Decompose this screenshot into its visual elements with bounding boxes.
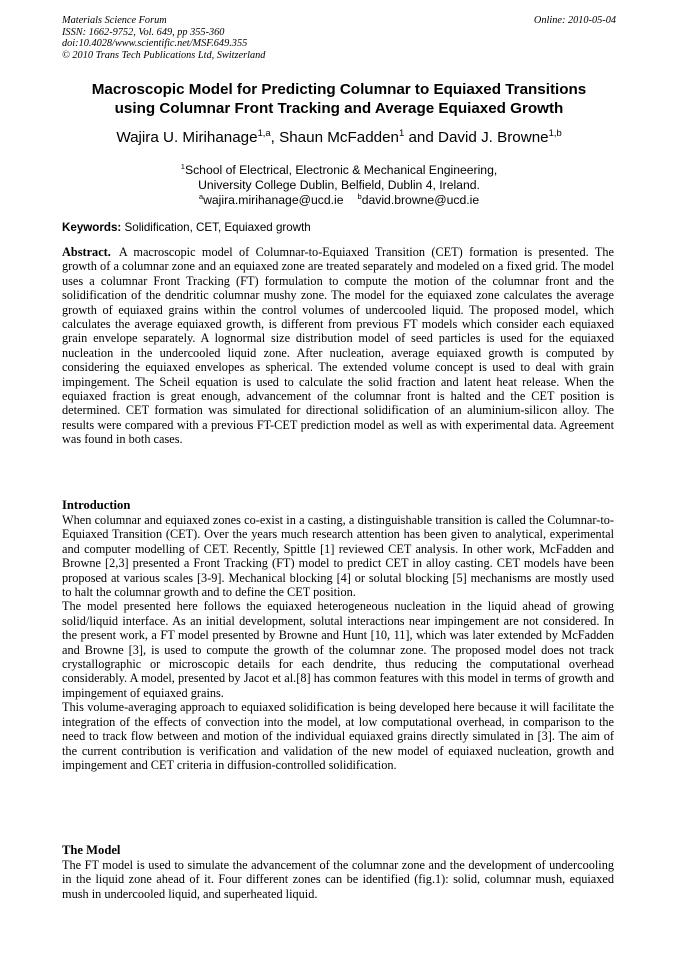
author-name: Wajira U. Mirihanage [116, 129, 258, 146]
email-b: david.browne@ucd.ie [361, 193, 480, 207]
online-date: Online: 2010-05-04 [533, 15, 616, 26]
keywords-line [62, 221, 311, 235]
author-superscript: 1,b [548, 126, 562, 138]
email-a: wajira.mirihanage@ucd.ie [203, 193, 344, 207]
issn-line: ISSN: 1662-9752, Vol. 649, pp 355-360 [62, 26, 225, 38]
journal-header [62, 15, 265, 61]
paper-title [40, 80, 638, 118]
author-name: David J. Browne [438, 129, 549, 146]
introduction-heading: Introduction [62, 498, 131, 512]
email-line [60, 193, 618, 208]
affiliation-line-2: University College Dublin, Belfield, Dublin 4, Ireland. [198, 178, 480, 192]
author-superscript: 1 [399, 126, 405, 138]
abstract-label: Abstract. [62, 245, 111, 259]
title-line-1: Macroscopic Model for Predicting Columnar to Equiaxed Transitions [91, 81, 587, 98]
introduction-paragraph: The model presented here follows the equiaxed heterogeneous nucleation in the liquid ahead of growing solid/liquid interface. As an initial development, solutal interactions near impingement are not considered. In the present work, a FT model presented by Browne and Hunt [10, 11], which was later extended by McFadden and Browne [3], is used to compute the growth of the columnar zone. The proposed model does not track crystallographic or microscopic details for each dendrite, thus reducing the computational overhead considerably. A model, presented by Jacot et al.[8] has common features with this model in terms of growth and impingement of equiaxed grains. [62, 599, 614, 700]
copyright-line: © 2010 Trans Tech Publications Ltd, Switzerland [62, 49, 266, 61]
introduction-body [62, 513, 614, 772]
model-heading: The Model [62, 843, 121, 857]
email-superscript: b [357, 191, 362, 201]
journal-name: Materials Science Forum [62, 15, 167, 26]
affiliation-line-1 [60, 163, 618, 178]
author-separator: and [404, 129, 439, 146]
keywords-label: Keywords: [62, 221, 122, 234]
title-line-2: using Columnar Front Tracking and Average Equiaxed Growth [114, 100, 564, 117]
model-paragraph: The FT model is used to simulate the advancement of the columnar zone and the development of undercooling in the liquid zone ahead of it. Four different zones can be identified (fig.1): solid, columnar mush, equiaxed mush in undercooled liquid, and superheated liquid. [62, 858, 614, 901]
affiliation-superscript: 1 [180, 161, 185, 171]
keywords-text: Solidification, CET, Equiaxed growth [124, 221, 311, 234]
author-name: Shaun McFadden [279, 129, 399, 146]
affiliation-text: School of Electrical, Electronic & Mechanical Engineering, [184, 163, 498, 177]
abstract-text: A macroscopic model of Columnar-to-Equiaxed Transition (CET) formation is presented. The growth of a columnar zone and an equiaxed zone are treated separately and modeled on a fixed grid. The model uses a columnar Front Tracking (FT) formulation to compute the motion of the columnar front and the solidification of the dendritic columnar mushy zone. The model for the equiaxed zone calculates the average growth of equiaxed grains within the control volumes of undercooled liquid. The proposed model, which calculates the average equiaxed growth, is different from previous FT models which consider each equiaxed grain envelope separately. A lognormal size distribution model of seed particles is used for the equiaxed nucleation in the undercooled liquid zone. After nucleation, average equiaxed growth is computed by considering the equiaxed envelopes as spherical. The extended volume concept is used to deal with grain impingement. The Scheil equation is used to calculate the solid fraction and latent heat release. When the equiaxed fraction is great enough, advancement of the columnar front is halted and the CET position is determined. CET formation was simulated for directional solidification of an aluminium-silicon alloy. The results were compared with a previous FT-CET prediction model as well as with experimental data. Agreement was found in both cases. [62, 245, 614, 447]
abstract [62, 245, 614, 447]
affiliation-block [60, 163, 618, 208]
author-separator: , [270, 129, 280, 146]
author-superscript: 1,a [257, 126, 271, 138]
email-superscript: a [198, 191, 204, 201]
introduction-paragraph: This volume-averaging approach to equiaxed solidification is being developed here because it will facilitate the integration of the effects of convection into the model, at low computational overhead, in comparison to the need to track flow between and motion of the individual equiaxed grains directly simulated in [3]. The aim of the current contribution is verification and validation of the new model of equiaxed nucleation, growth and impingement and CET criteria in diffusion-controlled solidification. [62, 700, 614, 772]
doi-line: doi:10.4028/www.scientific.net/MSF.649.355 [62, 38, 248, 50]
author-list [30, 128, 648, 147]
introduction-paragraph: When columnar and equiaxed zones co-exist in a casting, a distinguishable transition is called the Columnar-to-Equiaxed Transition (CET). Over the years much research attention has been given to analytical, experimental and computer modelling of CET. Recently, Spittle [1] reviewed CET analysis. In other work, McFadden and Browne [2,3] presented a Front Tracking (FT) model to predict CET in alloy casting. CET models have been proposed at various scales [3-9]. Mechanical blocking [4] or solutal blocking [5] mechanisms are mostly used to halt the columnar growth and to define the CET position. [62, 513, 614, 600]
